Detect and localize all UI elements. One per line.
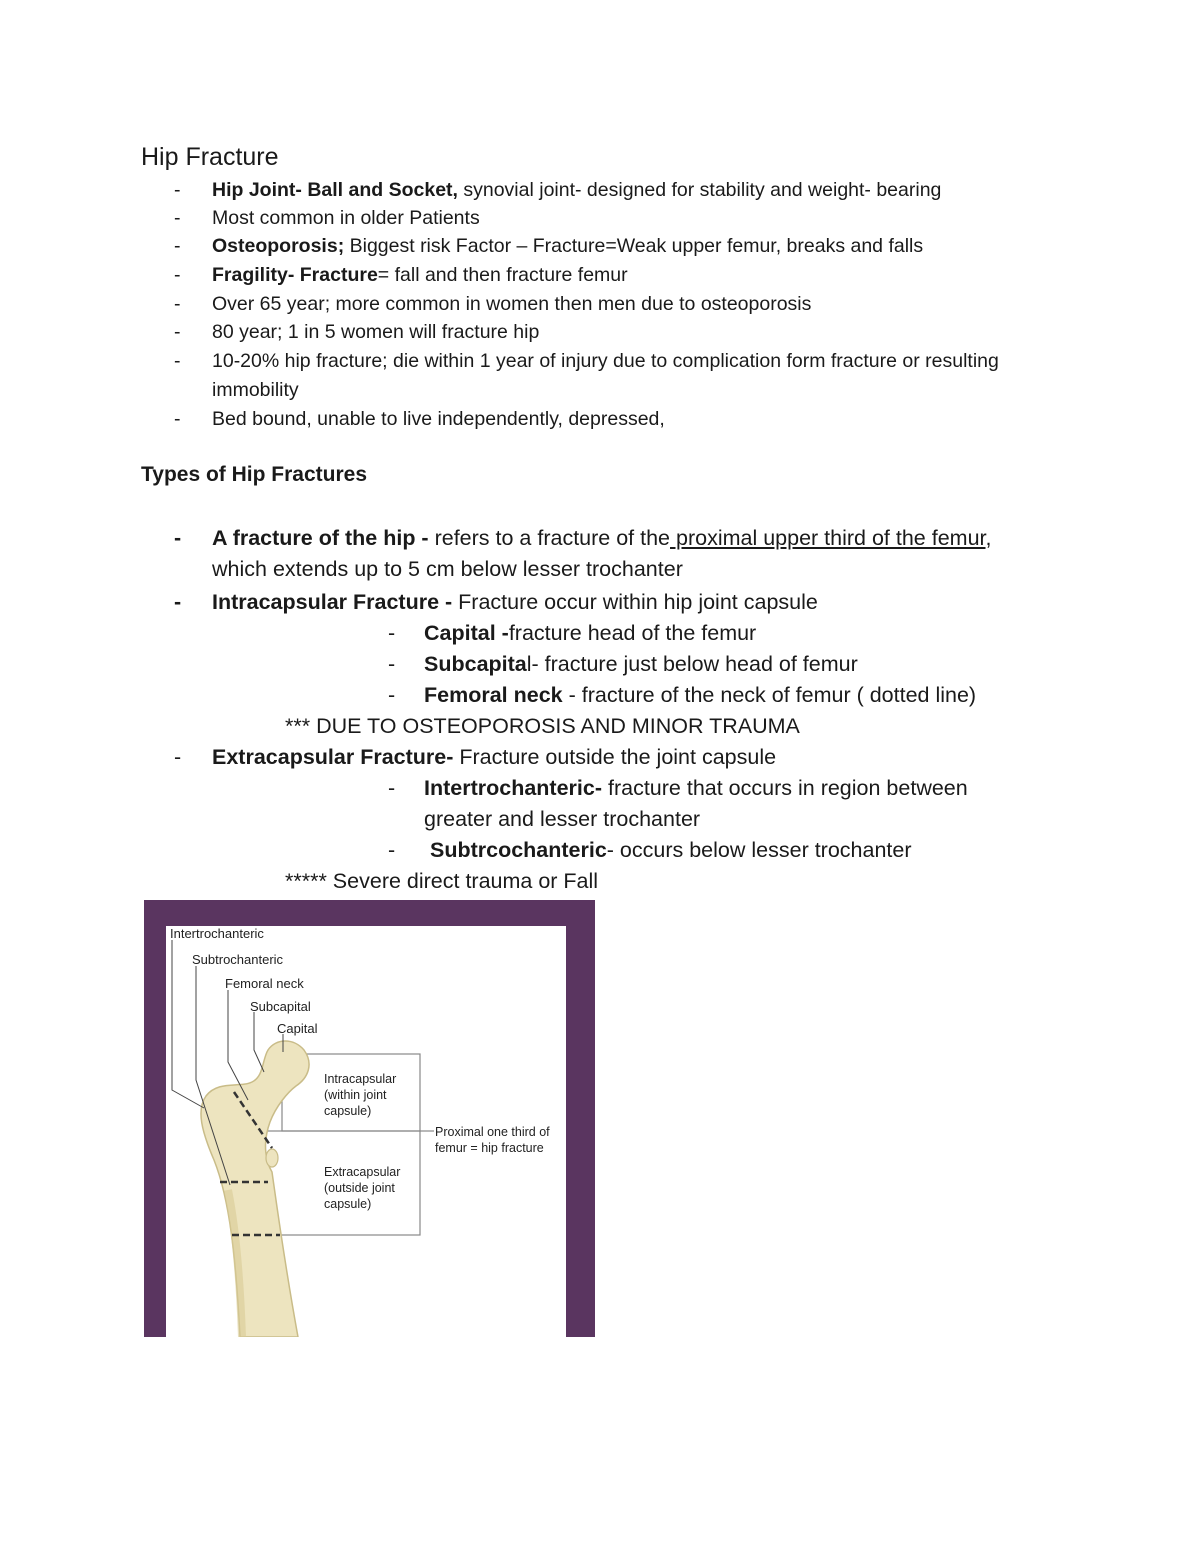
bullet-dash: - bbox=[174, 590, 182, 614]
underlined-text: proximal upper third of the femur bbox=[670, 526, 986, 550]
sub-item-subcapital bbox=[388, 649, 1048, 680]
sub-item-capital bbox=[388, 618, 1048, 649]
bold-term: Hip Joint- Ball and Socket, bbox=[212, 179, 458, 201]
label-femoral-neck: Femoral neck bbox=[225, 976, 304, 991]
bold-term: Subcapita bbox=[424, 652, 527, 676]
bullet-dash: - bbox=[174, 408, 181, 430]
item-text: Biggest risk Factor – Fracture=Weak upper femur, breaks and falls bbox=[344, 235, 924, 257]
list-item bbox=[174, 232, 1054, 261]
label-intracapsular-capsule: capsule) bbox=[324, 1104, 372, 1118]
bullet-dash: - bbox=[174, 179, 181, 201]
item-text: Fracture outside the joint capsule bbox=[453, 745, 777, 769]
bullet-dash: - bbox=[174, 293, 181, 315]
list-item bbox=[174, 204, 1054, 233]
item-text: fracture that occurs in region between greater and lesser trochanter bbox=[424, 776, 968, 831]
bold-term: Extracapsular Fracture- bbox=[212, 745, 454, 769]
bullet-dash: - bbox=[388, 621, 396, 645]
list-item-hip-fracture-definition bbox=[174, 523, 1034, 585]
bullet-dash: - bbox=[174, 526, 182, 550]
label-subcapital: Subcapital bbox=[250, 999, 311, 1014]
list-item bbox=[174, 176, 1054, 205]
bullet-dash: - bbox=[174, 350, 181, 372]
bullet-dash: - bbox=[388, 683, 396, 707]
bold-term: Intertrochanteric- bbox=[424, 776, 603, 800]
label-intertrochanteric: Intertrochanteric bbox=[170, 926, 264, 941]
femur-diagram-svg bbox=[144, 900, 595, 1337]
label-capital: Capital bbox=[277, 1021, 318, 1036]
list-item-extracapsular bbox=[174, 742, 1034, 773]
item-text: 80 year; 1 in 5 women will fracture hip bbox=[212, 321, 540, 343]
item-text: fracture head of the femur bbox=[508, 621, 757, 645]
item-text: - fracture of the neck of femur ( dotted line) bbox=[562, 683, 977, 707]
item-text: = fall and then fracture femur bbox=[377, 264, 628, 286]
bullet-dash: - bbox=[174, 235, 181, 257]
sub-item-subtrochanteric bbox=[388, 835, 1048, 866]
label-extracapsular: Extracapsular bbox=[324, 1165, 401, 1179]
bold-term: Osteoporosis; bbox=[212, 235, 345, 257]
item-text: 10-20% hip fracture; die within 1 year of injury due to complication form fracture or resulting immobility bbox=[212, 350, 999, 401]
bold-term: Subtrcochanteric bbox=[424, 838, 607, 862]
list-item bbox=[174, 318, 1054, 347]
note-trauma: ***** Severe direct trauma or Fall bbox=[285, 869, 599, 893]
list-item-intracapsular bbox=[174, 587, 1034, 618]
item-text: Over 65 year; more common in women then men due to osteoporosis bbox=[212, 293, 812, 315]
bold-term: Capital - bbox=[424, 621, 509, 645]
bold-term: A fracture of the hip - bbox=[212, 526, 429, 550]
bullet-dash: - bbox=[174, 745, 182, 769]
label-subtrochanteric: Subtrochanteric bbox=[192, 952, 284, 967]
bullet-dash: - bbox=[388, 776, 396, 800]
label-intracapsular-detail: (within joint bbox=[324, 1088, 387, 1102]
bullet-dash: - bbox=[174, 264, 181, 286]
lesser-trochanter bbox=[266, 1149, 278, 1167]
bullet-dash: - bbox=[388, 838, 396, 862]
note-osteoporosis: *** DUE TO OSTEOPOROSIS AND MINOR TRAUMA bbox=[285, 714, 800, 738]
list-item bbox=[174, 347, 1004, 404]
list-item bbox=[174, 405, 1054, 434]
list-item bbox=[174, 261, 1054, 290]
label-proximal-third-detail: femur = hip fracture bbox=[435, 1141, 544, 1155]
item-text: l- fracture just below head of femur bbox=[526, 652, 858, 676]
bold-term: Fragility- Fracture bbox=[212, 264, 378, 286]
bold-term: Femoral neck bbox=[424, 683, 563, 707]
sub-item-femoral-neck bbox=[388, 680, 1068, 711]
item-text: Bed bound, unable to live independently, depressed, bbox=[212, 408, 665, 430]
item-text: synovial joint- designed for stability and weight- bearing bbox=[457, 179, 942, 201]
bold-term: Intracapsular Fracture - bbox=[212, 590, 453, 614]
label-proximal-third: Proximal one third of bbox=[435, 1125, 550, 1139]
section-heading: Types of Hip Fractures bbox=[141, 463, 367, 486]
label-intracapsular: Intracapsular bbox=[324, 1072, 397, 1086]
item-text: Most common in older Patients bbox=[212, 207, 480, 229]
list-item bbox=[174, 290, 1054, 319]
label-extracapsular-detail: (outside joint bbox=[324, 1181, 395, 1195]
item-text: refers to a fracture of the bbox=[428, 526, 671, 550]
bullet-dash: - bbox=[388, 652, 396, 676]
label-extracapsular-capsule: capsule) bbox=[324, 1197, 372, 1211]
femur-fracture-diagram bbox=[144, 900, 595, 1337]
bullet-dash: - bbox=[174, 321, 181, 343]
item-text: Fracture occur within hip joint capsule bbox=[452, 590, 818, 614]
item-text: , which extends up to 5 cm below lesser trochanter bbox=[212, 526, 992, 581]
bullet-dash: - bbox=[174, 207, 181, 229]
item-text: - occurs below lesser trochanter bbox=[606, 838, 912, 862]
page-title: Hip Fracture bbox=[141, 143, 279, 171]
sub-item-intertrochanteric bbox=[388, 773, 1028, 835]
